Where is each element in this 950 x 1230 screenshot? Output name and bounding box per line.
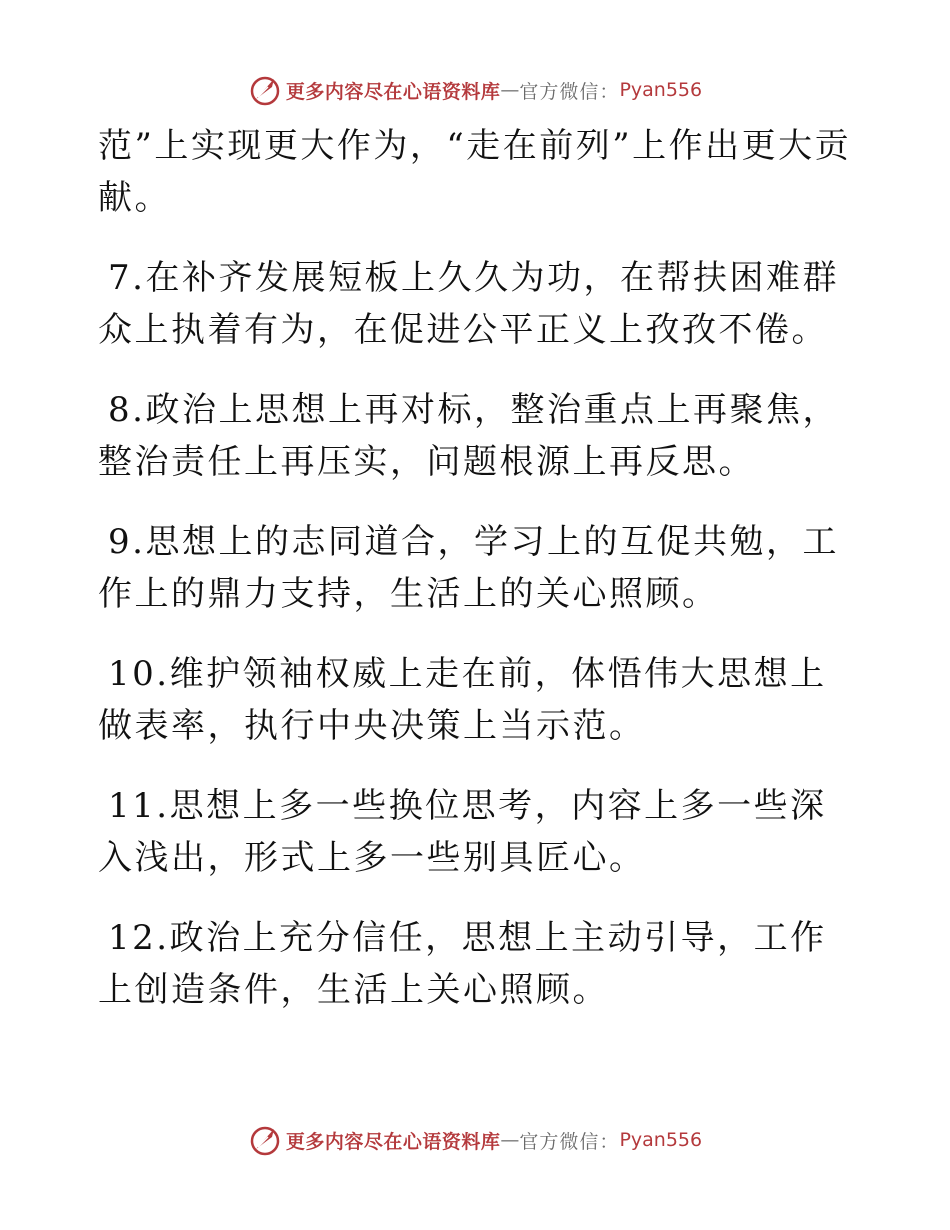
list-item xyxy=(98,780,858,884)
paragraph-text: 思想上多一些换位思考，内容上多一些深入浅出，形式上多一些别具匠心。 xyxy=(98,786,827,878)
watermark-main-text: 更多内容尽在心语资料库 xyxy=(285,1130,501,1153)
watermark-sub-text: 官方微信： xyxy=(519,1130,620,1153)
list-item xyxy=(98,384,858,488)
paragraph-text: 范”上实现更大作为，“走在前列”上作出更大贡献。 xyxy=(98,126,852,218)
item-number: 11. xyxy=(108,786,170,826)
watermark-dash: — xyxy=(500,1129,520,1151)
quill-logo-icon xyxy=(248,1123,282,1157)
header-watermark xyxy=(0,70,950,110)
list-item xyxy=(98,912,858,1016)
watermark-dash: — xyxy=(500,79,520,101)
watermark-main-text: 更多内容尽在心语资料库 xyxy=(285,80,501,103)
footer-watermark xyxy=(0,1120,950,1160)
paragraph-text: 在补齐发展短板上久久为功，在帮扶困难群众上执着有为，在促进公平正义上孜孜不倦。 xyxy=(98,258,839,350)
item-number: 10. xyxy=(108,654,170,694)
paragraph-continued xyxy=(98,120,858,224)
watermark-sub-text: 官方微信： xyxy=(519,80,620,103)
list-item xyxy=(98,252,858,356)
paragraph-text: 思想上的志同道合，学习上的互促共勉，工作上的鼎力支持，生活上的关心照顾。 xyxy=(98,522,839,614)
item-number: 7. xyxy=(108,258,146,298)
item-number: 8. xyxy=(108,390,146,430)
item-number: 12. xyxy=(108,918,170,958)
list-item xyxy=(98,648,858,752)
item-number: 9. xyxy=(108,522,146,562)
paragraph-text: 政治上充分信任，思想上主动引导，工作上创造条件，生活上关心照顾。 xyxy=(98,918,827,1010)
paragraph-text: 政治上思想上再对标，整治重点上再聚焦，整治责任上再压实，问题根源上再反思。 xyxy=(98,390,839,482)
paragraph-text: 维护领袖权威上走在前，体悟伟大思想上做表率，执行中央决策上当示范。 xyxy=(98,654,827,746)
document-body xyxy=(98,120,858,1044)
watermark-wechat-id: Pyan556 xyxy=(619,1129,703,1151)
list-item xyxy=(98,516,858,620)
watermark-wechat-id: Pyan556 xyxy=(619,79,703,101)
quill-logo-icon xyxy=(248,73,282,107)
